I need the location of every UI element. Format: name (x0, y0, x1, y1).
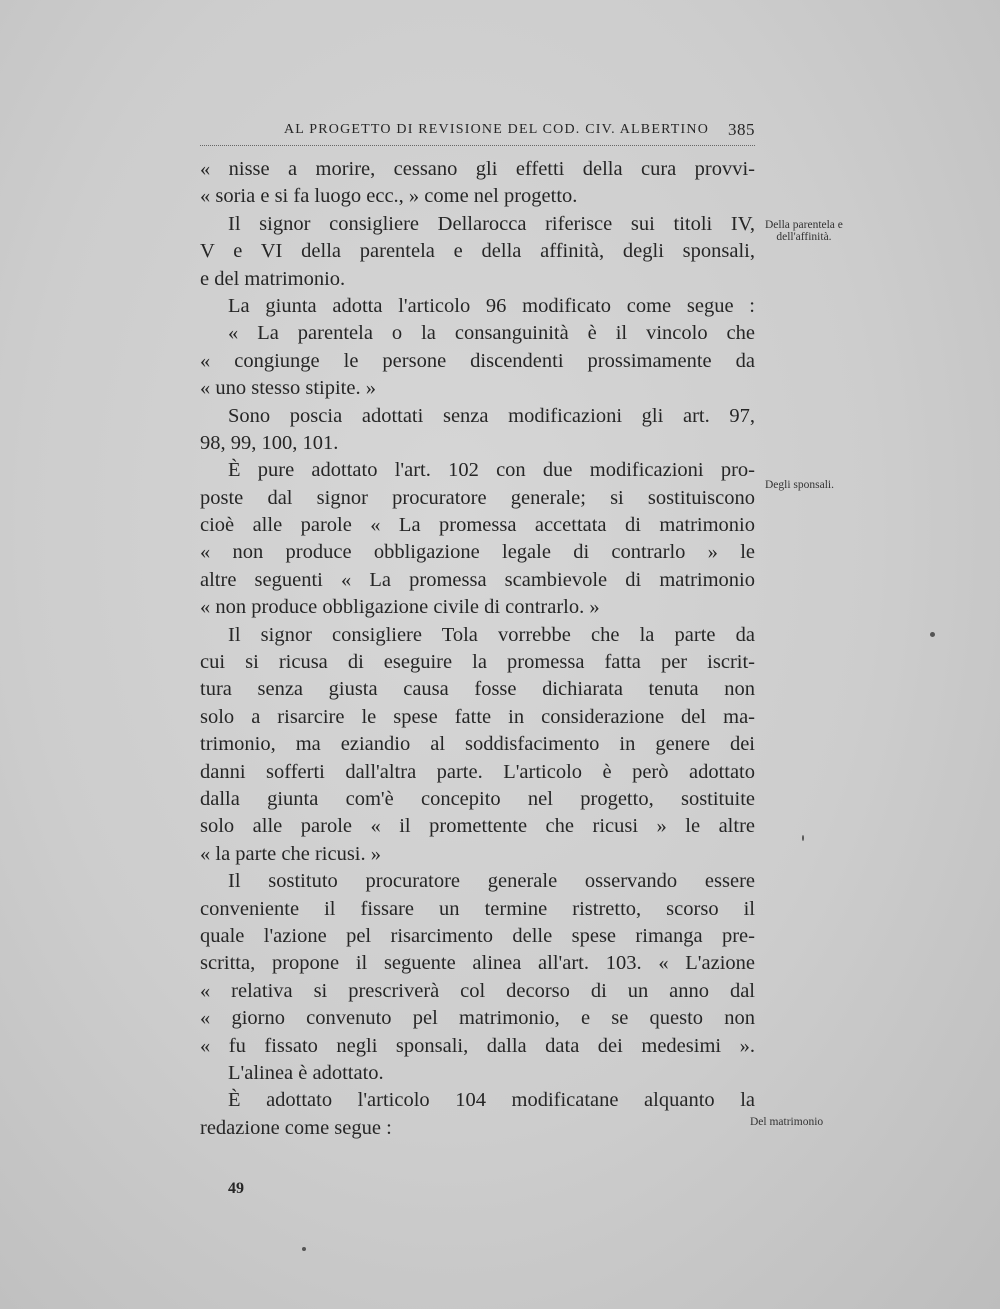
header-title: AL PROGETTO DI REVISIONE DEL COD. CIV. ALBERTINO (284, 122, 710, 137)
text-line: Il signor consigliere Tola vorrebbe che la parte da (228, 623, 755, 646)
text-line: tura senza giusta causa fosse dichiarata tenuta non (200, 678, 755, 701)
text-line: « congiunge le persone discendenti prossimamente da (200, 349, 755, 372)
text-line: dalla giunta com'è concepito nel progetto, sostituite (200, 787, 755, 810)
text-line: 98, 99, 100, 101. (200, 431, 339, 454)
text-line: « fu fissato negli sponsali, dalla data dei medesimi ». (200, 1034, 755, 1057)
text-line: « non produce obbligazione legale di contrarlo » le (200, 541, 755, 564)
text-line: quale l'azione pel risarcimento delle spese rimanga pre- (200, 924, 755, 947)
text-line: redazione come segue : (200, 1116, 392, 1139)
text-line: « uno stesso stipite. » (200, 377, 376, 400)
text-line: « La parentela o la consanguinità è il vincolo che (228, 322, 755, 345)
paper-speck (302, 1247, 306, 1251)
text-line: È adottato l'articolo 104 modificatane alquanto la (228, 1089, 755, 1112)
text-line: « giorno convenuto pel matrimonio, e se questo non (200, 1007, 755, 1030)
text-line: « relativa si prescriverà col decorso di un anno dal (200, 979, 755, 1002)
text-line: V e VI della parentela e della affinità, degli sponsali, (200, 240, 755, 263)
text-line: « nisse a morire, cessano gli effetti della cura provvi- (200, 158, 755, 180)
text-line: cioè alle parole « La promessa accettata di matrimonio (200, 514, 755, 537)
margin-note-line: Della parentela e (765, 219, 843, 231)
paper-speck (930, 632, 935, 637)
text-line: Il sostituto procuratore generale osservando essere (228, 870, 755, 893)
paper-speck (802, 835, 804, 841)
text-line: scritta, propone il seguente alinea all'art. 103. « L'azione (200, 952, 755, 975)
margin-note-matrimonio: Del matrimonio (750, 1116, 824, 1128)
text-line: « non produce obbligazione civile di contrarlo. » (200, 596, 600, 619)
running-header (200, 120, 755, 144)
text-line: Sono poscia adottati senza modificazioni gli art. 97, (228, 404, 755, 427)
text-line: cui si ricusa di eseguire la promessa fatta per iscrit- (200, 651, 755, 674)
body-text (200, 156, 755, 1142)
margin-note-line: dell'affinità. (776, 231, 832, 243)
text-line: altre seguenti « La promessa scambievole di matrimonio (200, 568, 755, 591)
text-line: Il signor consigliere Dellarocca riferisce sui titoli IV, (228, 212, 755, 235)
text-line: È pure adottato l'art. 102 con due modificazioni pro- (228, 459, 755, 482)
margin-note-sponsali: Degli sponsali. (765, 479, 834, 491)
text-line: solo a risarcire le spese fatte in considerazione del ma- (200, 705, 755, 728)
text-line: poste dal signor procuratore generale; si sostituiscono (200, 486, 755, 509)
margin-note-parentela (765, 219, 843, 243)
text-line: « soria e si fa luogo ecc., » come nel progetto. (200, 185, 578, 208)
page-number: 385 (728, 120, 755, 139)
header-rule (200, 145, 755, 146)
signature-mark: 49 (228, 1180, 244, 1197)
text-line: La giunta adotta l'articolo 96 modificato come segue : (228, 294, 755, 317)
text-line: L'alinea è adottato. (228, 1061, 384, 1084)
text-line: conveniente il fissare un termine ristretto, scorso il (200, 897, 755, 920)
text-line: trimonio, ma eziandio al soddisfacimento in genere dei (200, 733, 755, 756)
text-line: « la parte che ricusi. » (200, 842, 382, 865)
text-line: e del matrimonio. (200, 267, 346, 290)
text-line: solo alle parole « il promettente che ricusi » le altre (200, 815, 755, 838)
text-line: danni sofferti dall'altra parte. L'articolo è però adottato (200, 760, 755, 783)
